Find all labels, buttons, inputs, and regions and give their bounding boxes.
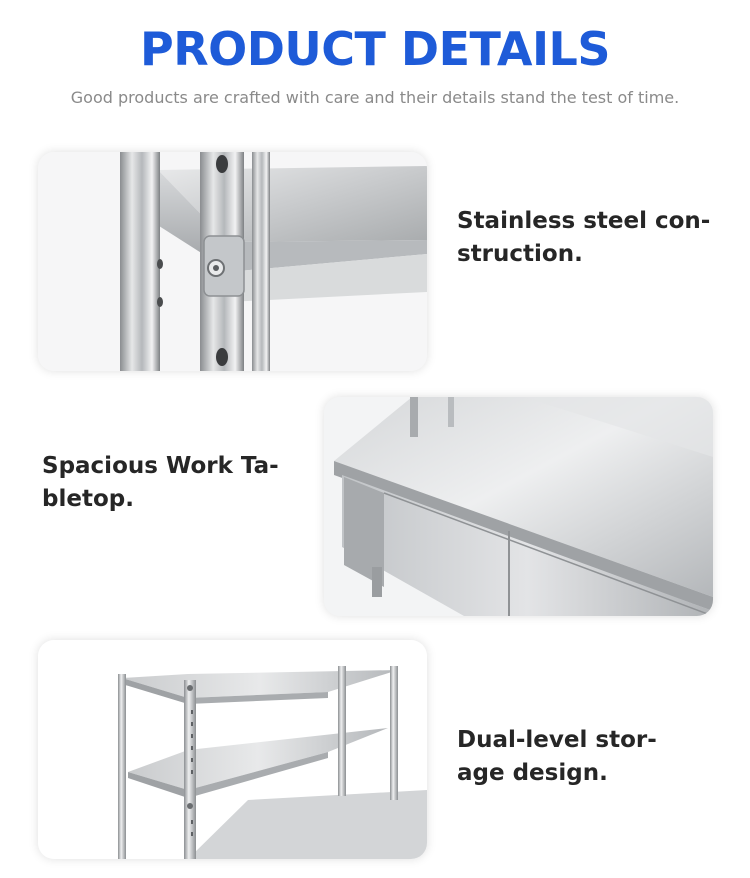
feature-image-dual-level-shelf: [38, 640, 427, 859]
caption-line: Spacious Work Ta-: [42, 453, 279, 479]
feature-image-shelf-bracket: [38, 152, 427, 371]
page-title: PRODUCT DETAILS: [140, 22, 610, 76]
feature-caption-construction: [457, 205, 747, 271]
caption-line: struction.: [457, 241, 583, 267]
page-subtitle: Good products are crafted with care and their details stand the test of time.: [70, 88, 680, 107]
caption-line: bletop.: [42, 486, 134, 512]
feature-image-work-table: [324, 397, 713, 616]
feature-caption-tabletop: [42, 450, 332, 516]
caption-line: age design.: [457, 760, 608, 786]
feature-caption-dual-level: [457, 724, 747, 790]
caption-line: Stainless steel con-: [457, 208, 711, 234]
caption-line: Dual-level stor-: [457, 727, 657, 753]
